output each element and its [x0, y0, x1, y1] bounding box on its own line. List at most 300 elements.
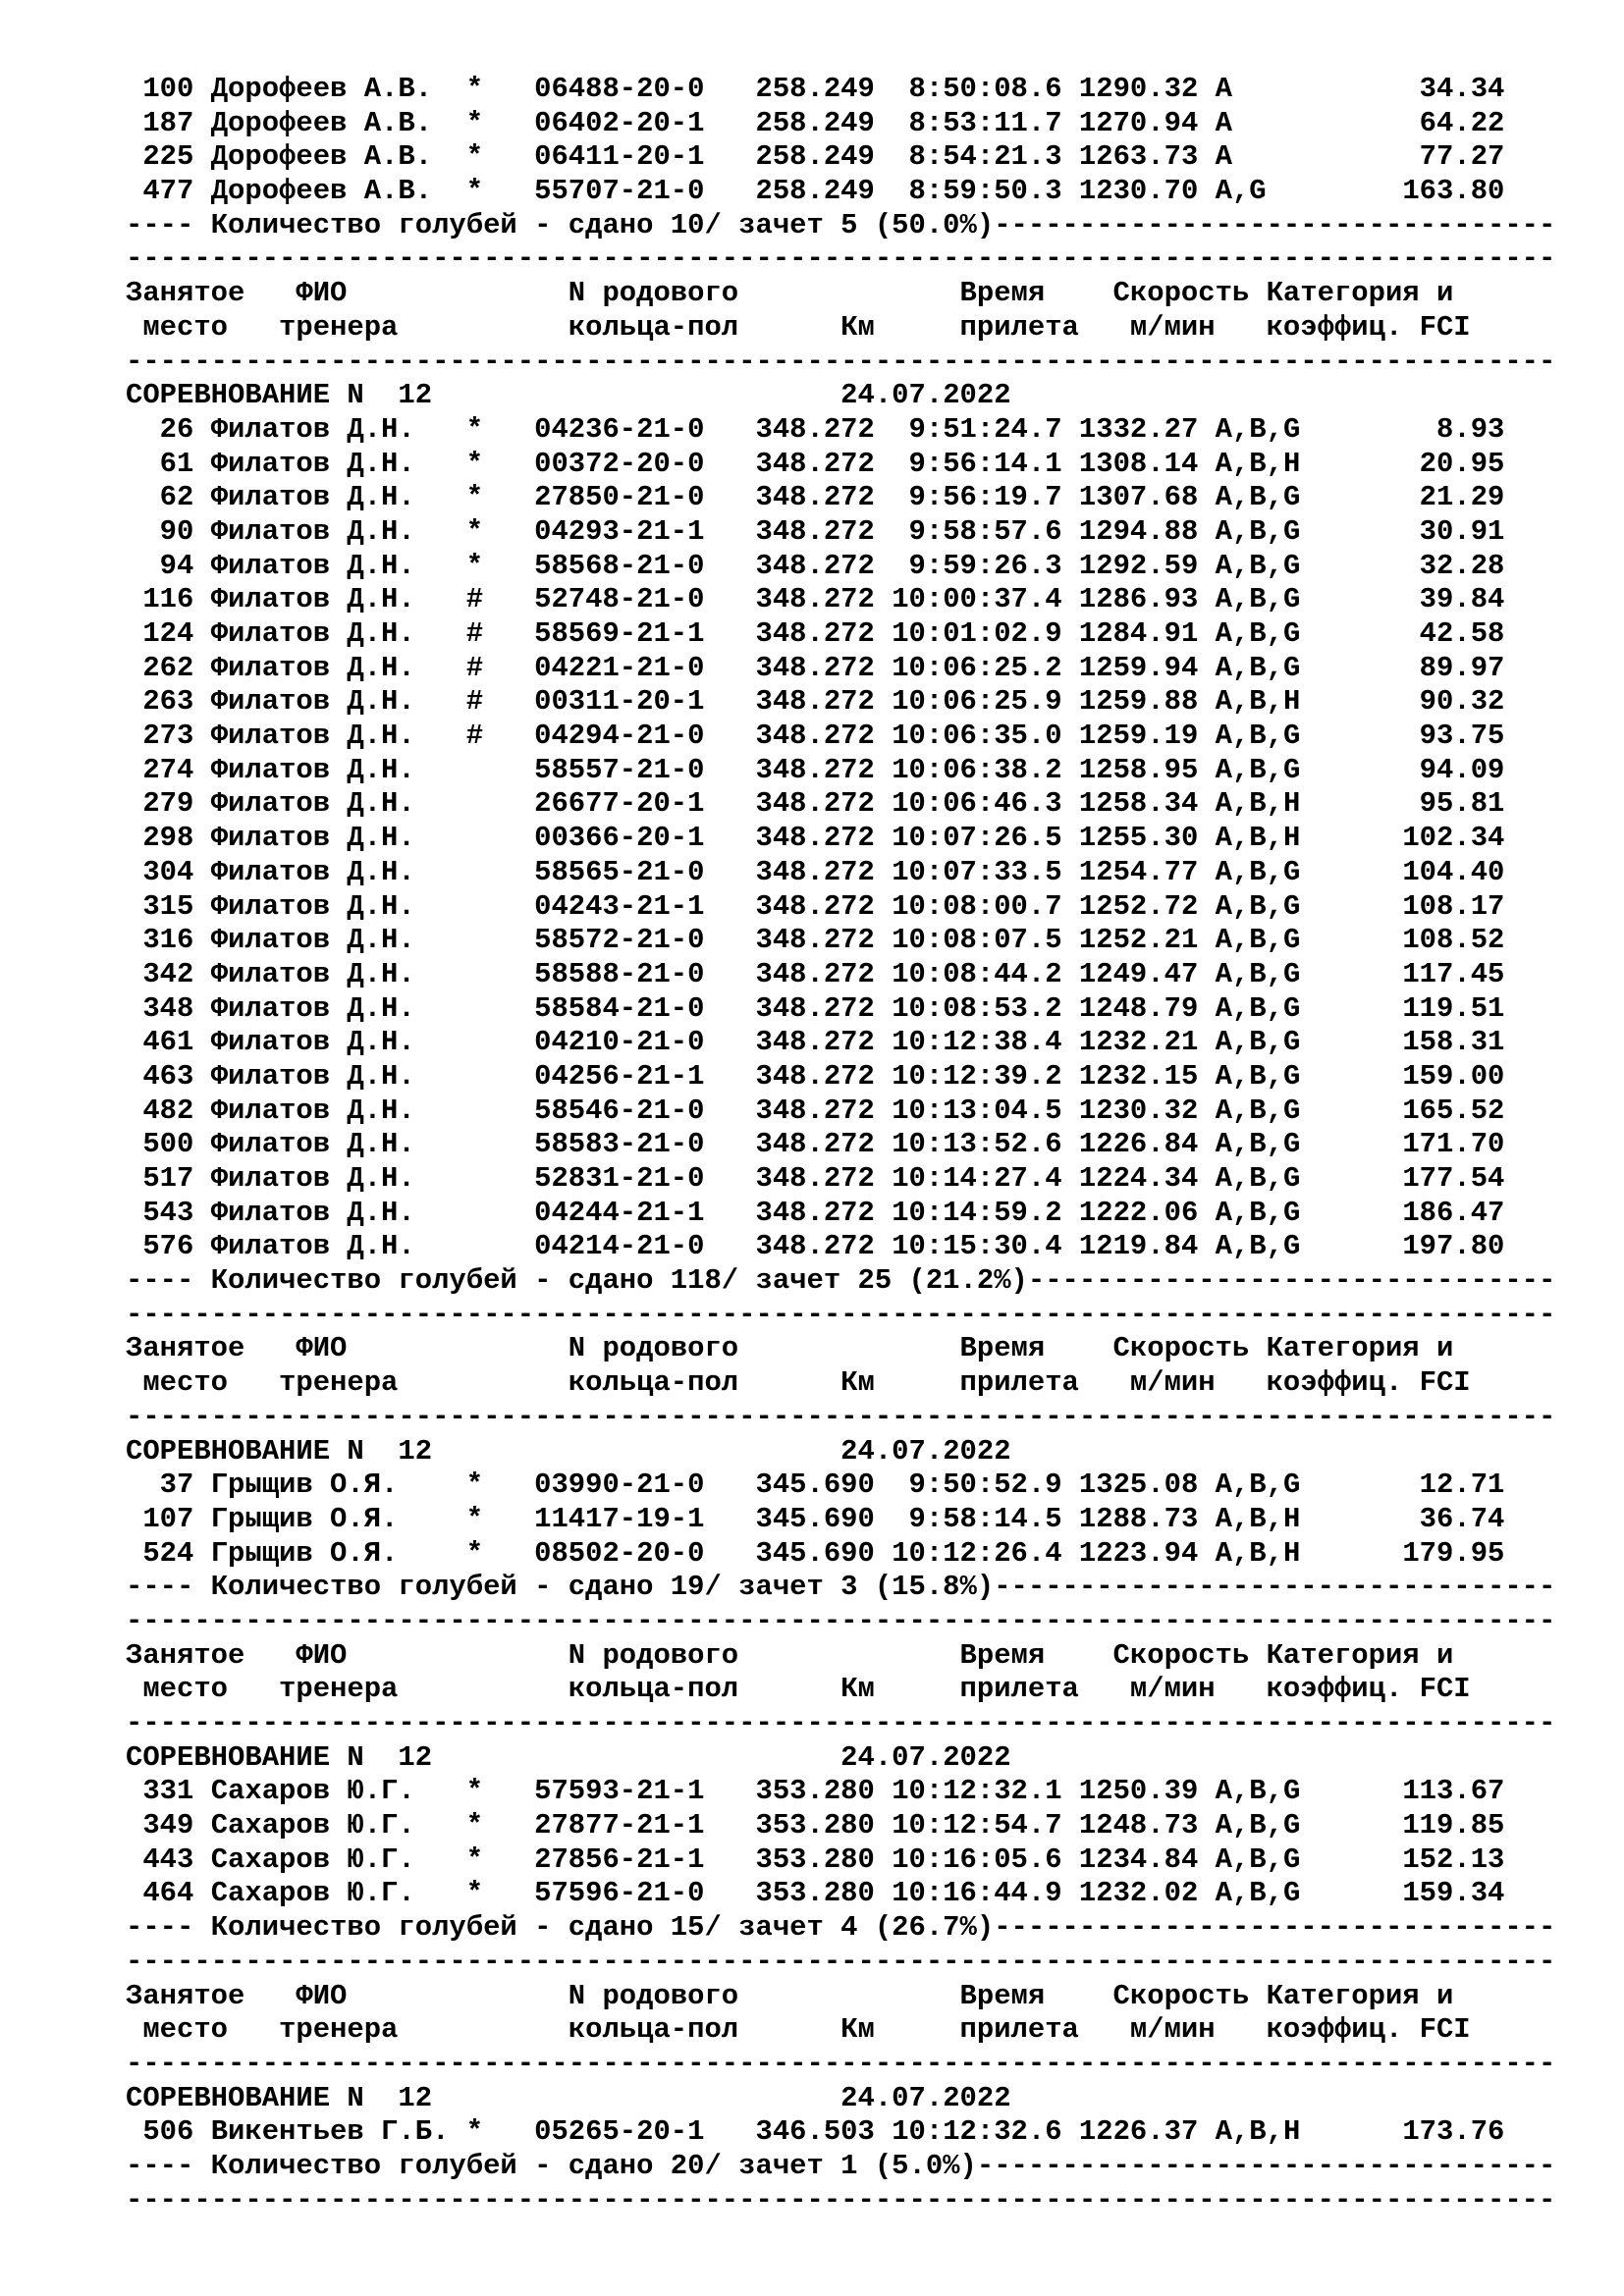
cell-mark: [466, 1026, 534, 1058]
cell-cat: A,B,G: [1198, 924, 1318, 957]
cell-ring: 52831-21-0: [534, 1162, 705, 1195]
cell-place: 576: [126, 1230, 211, 1263]
cell-name: Филатов Д.Н.: [210, 514, 466, 548]
cell-ring: 04244-21-1: [534, 1196, 705, 1229]
result-row: [126, 1197, 1555, 1231]
cell-place: 37: [126, 1468, 211, 1502]
cell-cat: A,B,G: [1198, 583, 1318, 616]
column-header-row1: Занятое ФИО N родового Время Скорость Категория и: [126, 1979, 1454, 2012]
cell-place: 464: [126, 1877, 211, 1910]
cell-fci: 77.27: [1317, 140, 1505, 174]
cell-place: 90: [126, 514, 211, 548]
cell-speed: 1234.84: [1061, 1842, 1199, 1876]
result-row: [126, 1537, 1555, 1572]
cell-place: 94: [126, 549, 211, 582]
competition-number: СОРЕВНОВАНИЕ N 12: [126, 1434, 433, 1468]
cell-mark: [466, 1230, 534, 1262]
cell-fci: 39.84: [1317, 583, 1505, 616]
cell-km: 258.249: [704, 73, 875, 105]
cell-cat: A,B,G: [1198, 651, 1318, 684]
cell-mark: *: [465, 1877, 535, 1910]
cell-place: 500: [126, 1128, 211, 1161]
cell-mark: *: [465, 481, 535, 514]
cell-time: 9:51:24.7: [874, 412, 1062, 446]
cell-cat: A,B,G: [1198, 720, 1318, 753]
cell-ring: 58588-21-0: [534, 957, 705, 990]
cell-time: 10:12:26.4: [874, 1536, 1062, 1570]
cell-speed: 1248.79: [1061, 991, 1199, 1025]
cell-mark: *: [465, 549, 535, 582]
cell-km: 348.272: [704, 1230, 875, 1263]
cell-fci: 20.95: [1317, 447, 1505, 480]
cell-fci: 36.74: [1317, 1502, 1505, 1535]
cell-place: 187: [126, 106, 211, 139]
results-document: [126, 73, 1555, 2217]
cell-name: Филатов Д.Н.: [210, 651, 466, 684]
cell-name: Филатов Д.Н.: [210, 1026, 466, 1059]
cell-mark: [466, 1128, 534, 1160]
cell-km: 348.272: [704, 1162, 875, 1195]
cell-mark: #: [465, 720, 535, 753]
cell-name: Филатов Д.Н.: [210, 685, 466, 719]
result-row: [126, 1877, 1555, 1911]
result-row: [126, 515, 1555, 550]
cell-speed: 1255.30: [1061, 822, 1199, 855]
cell-ring: 58569-21-1: [534, 617, 705, 650]
cell-speed: 1232.15: [1061, 1059, 1199, 1093]
cell-fci: 21.29: [1317, 481, 1505, 514]
cell-name: Дорофеев А.В.: [210, 140, 466, 174]
result-row: [126, 1843, 1555, 1878]
cell-place: 316: [126, 924, 211, 957]
cell-ring: 06411-20-1: [534, 140, 705, 174]
cell-place: 315: [126, 889, 211, 923]
cell-km: 348.272: [704, 822, 875, 855]
cell-cat: A: [1198, 73, 1318, 105]
cell-name: Филатов Д.Н.: [210, 957, 466, 990]
cell-ring: 58568-21-0: [534, 549, 705, 582]
cell-name: Филатов Д.Н.: [210, 889, 466, 923]
cell-time: 10:06:25.9: [874, 685, 1062, 719]
cell-mark: #: [465, 583, 535, 616]
cell-mark: [466, 992, 534, 1025]
competition-line: [126, 1741, 1555, 1776]
cell-time: 8:59:50.3: [874, 175, 1062, 208]
cell-time: 10:15:30.4: [874, 1230, 1062, 1263]
cell-speed: 1284.91: [1061, 617, 1199, 650]
cell-speed: 1250.39: [1061, 1775, 1199, 1808]
cell-place: 342: [126, 957, 211, 990]
cell-cat: A,B,G: [1198, 481, 1318, 514]
result-row: [126, 1162, 1555, 1197]
dash-line: ------------------------------------------------------------------------------------: [126, 1400, 1556, 1433]
cell-cat: A,B,G: [1198, 1196, 1318, 1229]
cell-speed: 1224.34: [1061, 1162, 1199, 1195]
cell-speed: 1219.84: [1061, 1230, 1199, 1263]
cell-name: Дорофеев А.В.: [210, 106, 466, 139]
cell-km: 353.280: [704, 1842, 875, 1876]
cell-mark: *: [465, 1536, 535, 1570]
cell-name: Филатов Д.Н.: [210, 617, 466, 650]
column-header-row2: место тренера кольца-пол Км прилета м/мин коэффиц. FCI: [126, 1673, 1471, 1706]
cell-cat: A,B,G: [1198, 855, 1318, 888]
cell-fci: 104.40: [1317, 855, 1505, 888]
dash-line: ------------------------------------------------------------------------------------: [126, 2047, 1556, 2080]
cell-km: 353.280: [704, 1877, 875, 1910]
cell-speed: 1307.68: [1061, 481, 1199, 514]
cell-speed: 1248.73: [1061, 1809, 1199, 1842]
cell-km: 345.690: [704, 1468, 875, 1502]
cell-ring: 58565-21-0: [534, 855, 705, 888]
result-row: [126, 448, 1555, 482]
cell-fci: 32.28: [1317, 549, 1505, 582]
cell-name: Филатов Д.Н.: [210, 1059, 466, 1093]
cell-mark: *: [465, 1842, 535, 1876]
competition-number: СОРЕВНОВАНИЕ N 12: [126, 1740, 433, 1774]
result-row: [126, 1230, 1555, 1264]
cell-name: Сахаров Ю.Г.: [210, 1842, 466, 1876]
cell-mark: *: [465, 140, 535, 174]
cell-place: 26: [126, 412, 211, 446]
dash-line: ------------------------------------------------------------------------------------: [126, 1298, 1556, 1331]
cell-place: 62: [126, 481, 211, 514]
cell-time: 9:59:26.3: [874, 549, 1062, 582]
cell-mark: *: [465, 1468, 535, 1502]
cell-name: Филатов Д.Н.: [210, 720, 466, 753]
cell-place: 543: [126, 1196, 211, 1229]
cell-time: 9:58:57.6: [874, 514, 1062, 548]
cell-time: 10:06:38.2: [874, 753, 1062, 786]
cell-mark: [466, 1095, 534, 1127]
cell-km: 348.272: [704, 720, 875, 753]
column-header-row2: место тренера кольца-пол Км прилета м/мин коэффиц. FCI: [126, 1366, 1471, 1400]
cell-time: 8:53:11.7: [874, 106, 1062, 139]
cell-ring: 00372-20-0: [534, 447, 705, 480]
cell-speed: 1232.02: [1061, 1877, 1199, 1910]
cell-name: Филатов Д.Н.: [210, 1128, 466, 1161]
dash-line: ------------------------------------------------------------------------------------: [126, 1945, 1556, 1978]
result-row: [126, 754, 1555, 788]
cell-time: 10:13:04.5: [874, 1094, 1062, 1127]
result-row: [126, 481, 1555, 515]
result-row: [126, 73, 1555, 107]
cell-speed: 1259.19: [1061, 720, 1199, 753]
cell-fci: 197.80: [1317, 1230, 1505, 1263]
cell-km: 348.272: [704, 447, 875, 480]
cell-ring: 58546-21-0: [534, 1094, 705, 1127]
result-row: [126, 652, 1555, 686]
cell-time: 9:58:14.5: [874, 1502, 1062, 1535]
result-row: [126, 1809, 1555, 1843]
cell-cat: A,B,G: [1198, 1094, 1318, 1127]
cell-cat: A,B,G: [1198, 1809, 1318, 1842]
cell-name: Дорофеев А.В.: [210, 73, 466, 105]
cell-ring: 27856-21-1: [534, 1842, 705, 1876]
cell-place: 331: [126, 1775, 211, 1808]
cell-mark: [466, 958, 534, 990]
cell-fci: 94.09: [1317, 753, 1505, 786]
cell-fci: 158.31: [1317, 1026, 1505, 1059]
cell-place: 524: [126, 1536, 211, 1570]
cell-fci: 30.91: [1317, 514, 1505, 548]
result-row: [126, 1060, 1555, 1095]
cell-ring: 27877-21-1: [534, 1809, 705, 1842]
cell-speed: 1325.08: [1061, 1468, 1199, 1502]
column-header-row2: место тренера кольца-пол Км прилета м/мин коэффиц. FCI: [126, 310, 1471, 344]
cell-km: 348.272: [704, 1196, 875, 1229]
cell-fci: 8.93: [1317, 412, 1505, 446]
cell-name: Филатов Д.Н.: [210, 787, 466, 821]
dash-line: ------------------------------------------------------------------------------------: [126, 1707, 1556, 1739]
cell-fci: 90.32: [1317, 685, 1505, 719]
dash-line: ------------------------------------------------------------------------------------: [126, 1604, 1556, 1637]
cell-km: 353.280: [704, 1809, 875, 1842]
cell-km: 348.272: [704, 889, 875, 923]
cell-km: 348.272: [704, 924, 875, 957]
cell-fci: 42.58: [1317, 617, 1505, 650]
result-row: [126, 856, 1555, 890]
cell-place: 273: [126, 720, 211, 753]
cell-km: 345.690: [704, 1536, 875, 1570]
cell-place: 482: [126, 1094, 211, 1127]
cell-km: 348.272: [704, 685, 875, 719]
cell-place: 100: [126, 73, 211, 105]
cell-cat: A,B,G: [1198, 617, 1318, 650]
cell-mark: *: [465, 447, 535, 480]
cell-km: 348.272: [704, 1026, 875, 1059]
cell-speed: 1288.73: [1061, 1502, 1199, 1535]
cell-name: Филатов Д.Н.: [210, 412, 466, 446]
cell-fci: 93.75: [1317, 720, 1505, 753]
cell-mark: #: [465, 617, 535, 650]
result-row: [126, 1128, 1555, 1162]
cell-km: 348.272: [704, 651, 875, 684]
result-row: [126, 720, 1555, 754]
cell-mark: [466, 1162, 534, 1195]
cell-ring: 58557-21-0: [534, 753, 705, 786]
result-row: [126, 1026, 1555, 1060]
cell-speed: 1258.34: [1061, 787, 1199, 821]
cell-cat: A,B,G: [1198, 1162, 1318, 1195]
cell-time: 9:50:52.9: [874, 1468, 1062, 1502]
cell-km: 348.272: [704, 617, 875, 650]
result-row: [126, 1468, 1555, 1503]
cell-cat: A,B,G: [1198, 957, 1318, 990]
cell-fci: 117.45: [1317, 957, 1505, 990]
cell-name: Филатов Д.Н.: [210, 447, 466, 480]
cell-ring: 04221-21-0: [534, 651, 705, 684]
cell-mark: [466, 787, 534, 820]
cell-speed: 1249.47: [1061, 957, 1199, 990]
cell-km: 348.272: [704, 855, 875, 888]
cell-fci: 89.97: [1317, 651, 1505, 684]
cell-time: 10:00:37.4: [874, 583, 1062, 616]
cell-place: 262: [126, 651, 211, 684]
cell-time: 10:06:46.3: [874, 787, 1062, 821]
cell-time: 10:16:44.9: [874, 1877, 1062, 1910]
result-row: [126, 924, 1555, 958]
result-row: [126, 175, 1555, 209]
cell-ring: 04236-21-0: [534, 412, 705, 446]
cell-mark: *: [465, 1809, 535, 1842]
cell-cat: A,B,G: [1198, 1775, 1318, 1808]
cell-km: 348.272: [704, 753, 875, 786]
cell-cat: A,B,G: [1198, 1468, 1318, 1502]
cell-time: 8:54:21.3: [874, 140, 1062, 174]
cell-speed: 1332.27: [1061, 412, 1199, 446]
cell-mark: *: [465, 106, 535, 139]
cell-speed: 1226.84: [1061, 1128, 1199, 1161]
cell-ring: 04256-21-1: [534, 1059, 705, 1093]
dash-line: ------------------------------------------------------------------------------------: [126, 2183, 1556, 2216]
cell-name: Филатов Д.Н.: [210, 822, 466, 855]
cell-fci: 186.47: [1317, 1196, 1505, 1229]
cell-cat: A,B,H: [1198, 1536, 1318, 1570]
cell-ring: 06488-20-0: [534, 73, 705, 105]
cell-place: 116: [126, 583, 211, 616]
cell-ring: 55707-21-0: [534, 175, 705, 208]
cell-cat: A,G: [1198, 175, 1318, 208]
cell-km: 348.272: [704, 481, 875, 514]
cell-speed: 1263.73: [1061, 140, 1199, 174]
cell-speed: 1230.70: [1061, 175, 1199, 208]
cell-mark: [466, 1060, 534, 1093]
cell-cat: A,B,G: [1198, 753, 1318, 786]
result-row: [126, 890, 1555, 925]
result-row: [126, 1503, 1555, 1537]
competition-date: 24.07.2022: [432, 2081, 1011, 2114]
cell-cat: A,B,H: [1198, 685, 1318, 719]
cell-place: 304: [126, 855, 211, 888]
cell-place: 279: [126, 787, 211, 821]
cell-ring: 52748-21-0: [534, 583, 705, 616]
cell-mark: #: [465, 685, 535, 719]
cell-place: 463: [126, 1059, 211, 1093]
summary-line: ---- Количество голубей - сдано 19/ зачет 3 (15.8%)---------------------------------: [126, 1571, 1556, 1604]
result-row: [126, 822, 1555, 856]
cell-mark: [466, 822, 534, 854]
cell-fci: 102.34: [1317, 822, 1505, 855]
cell-ring: 27850-21-0: [534, 481, 705, 514]
summary-line: ---- Количество голубей - сдано 20/ зачет 1 (5.0%)----------------------------------: [126, 2149, 1556, 2182]
cell-time: 10:07:26.5: [874, 822, 1062, 855]
cell-place: 349: [126, 1809, 211, 1842]
cell-km: 258.249: [704, 175, 875, 208]
cell-km: 258.249: [704, 140, 875, 174]
cell-time: 10:08:44.2: [874, 957, 1062, 990]
cell-cat: A,B,H: [1198, 822, 1318, 855]
cell-speed: 1308.14: [1061, 447, 1199, 480]
cell-time: 10:06:25.2: [874, 651, 1062, 684]
column-header-row2: место тренера кольца-пол Км прилета м/мин коэффиц. FCI: [126, 2013, 1471, 2047]
cell-ring: 06402-20-1: [534, 106, 705, 139]
cell-km: 348.272: [704, 991, 875, 1025]
cell-ring: 00311-20-1: [534, 685, 705, 719]
competition-line: [126, 2082, 1555, 2116]
cell-place: 124: [126, 617, 211, 650]
cell-fci: 108.52: [1317, 924, 1505, 957]
cell-time: 8:50:08.6: [874, 73, 1062, 105]
cell-speed: 1226.37: [1061, 2115, 1199, 2149]
cell-time: 10:07:33.5: [874, 855, 1062, 888]
competition-number: СОРЕВНОВАНИЕ N 12: [126, 379, 433, 412]
cell-cat: A,B,G: [1198, 991, 1318, 1025]
cell-name: Филатов Д.Н.: [210, 583, 466, 616]
cell-cat: A,B,H: [1198, 2115, 1318, 2149]
cell-fci: 64.22: [1317, 106, 1505, 139]
cell-name: Викентьев Г.Б.: [210, 2115, 466, 2149]
cell-time: 9:56:19.7: [874, 481, 1062, 514]
cell-speed: 1259.94: [1061, 651, 1199, 684]
cell-fci: 163.80: [1317, 175, 1505, 208]
cell-mark: #: [465, 651, 535, 684]
cell-cat: A,B,G: [1198, 412, 1318, 446]
cell-name: Сахаров Ю.Г.: [210, 1809, 466, 1842]
competition-number: СОРЕВНОВАНИЕ N 12: [126, 2081, 433, 2114]
cell-speed: 1292.59: [1061, 549, 1199, 582]
cell-cat: A,B,H: [1198, 787, 1318, 821]
cell-fci: 165.52: [1317, 1094, 1505, 1127]
cell-place: 517: [126, 1162, 211, 1195]
cell-speed: 1294.88: [1061, 514, 1199, 548]
cell-mark: *: [465, 2115, 535, 2149]
cell-place: 274: [126, 753, 211, 786]
cell-time: 10:16:05.6: [874, 1842, 1062, 1876]
cell-place: 461: [126, 1026, 211, 1059]
cell-fci: 12.71: [1317, 1468, 1505, 1502]
cell-km: 348.272: [704, 549, 875, 582]
cell-speed: 1252.21: [1061, 924, 1199, 957]
cell-mark: *: [465, 175, 535, 208]
cell-cat: A,B,G: [1198, 1842, 1318, 1876]
result-row: [126, 787, 1555, 822]
cell-cat: A: [1198, 106, 1318, 139]
cell-fci: 159.00: [1317, 1059, 1505, 1093]
cell-ring: 04243-21-1: [534, 889, 705, 923]
cell-mark: [466, 924, 534, 956]
cell-speed: 1290.32: [1061, 73, 1199, 105]
column-header-row1: Занятое ФИО N родового Время Скорость Категория и: [126, 1332, 1454, 1365]
cell-km: 346.503: [704, 2115, 875, 2149]
cell-km: 348.272: [704, 1094, 875, 1127]
result-row: [126, 685, 1555, 720]
cell-mark: [466, 856, 534, 888]
cell-speed: 1232.21: [1061, 1026, 1199, 1059]
cell-name: Грыщив О.Я.: [210, 1468, 466, 1502]
cell-time: 10:08:07.5: [874, 924, 1062, 957]
cell-time: 10:13:52.6: [874, 1128, 1062, 1161]
cell-name: Сахаров Ю.Г.: [210, 1877, 466, 1910]
result-row: [126, 413, 1555, 448]
cell-mark: *: [465, 514, 535, 548]
cell-km: 353.280: [704, 1775, 875, 1808]
cell-time: 10:14:59.2: [874, 1196, 1062, 1229]
cell-place: 348: [126, 991, 211, 1025]
cell-ring: 04214-21-0: [534, 1230, 705, 1263]
competition-date: 24.07.2022: [432, 379, 1011, 412]
cell-ring: 26677-20-1: [534, 787, 705, 821]
cell-cat: A,B,G: [1198, 889, 1318, 923]
cell-speed: 1259.88: [1061, 685, 1199, 719]
cell-fci: 152.13: [1317, 1842, 1505, 1876]
cell-mark: [466, 890, 534, 923]
cell-name: Сахаров Ю.Г.: [210, 1775, 466, 1808]
cell-ring: 05265-20-1: [534, 2115, 705, 2149]
cell-fci: 173.76: [1317, 2115, 1505, 2149]
cell-place: 477: [126, 175, 211, 208]
cell-time: 10:12:39.2: [874, 1059, 1062, 1093]
competition-line: [126, 379, 1555, 413]
